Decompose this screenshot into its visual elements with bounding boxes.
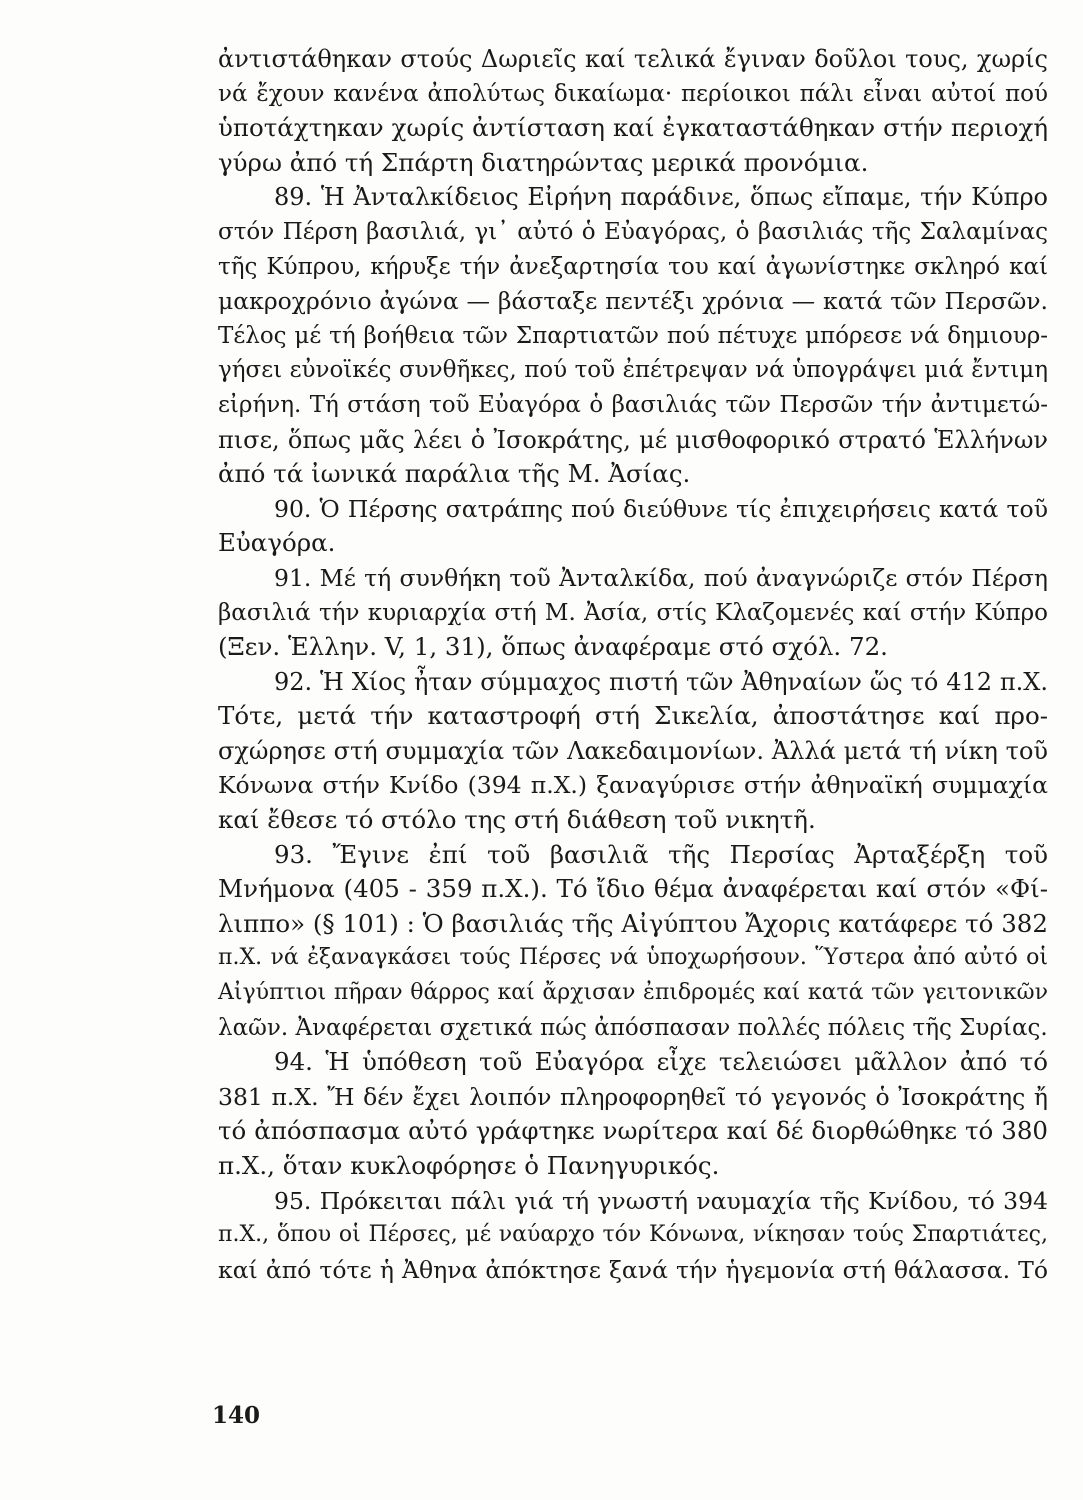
text-line: Μνήμονα (405 - 359 π.Χ.). Τό ἴδιο θέμα ἀναφέρεται καί στόν «Φί-	[218, 874, 1048, 904]
text-line: εἰρήνη. Τή στάση τοῦ Εὐαγόρα ὁ βασιλιάς τῶν Περσῶν τήν ἀντιμετώ-	[218, 391, 1048, 418]
text-line: τό ἀπόσπασμα αὐτό γράφτηκε νωρίτερα καί δέ διορθώθηκε τό 380	[218, 1116, 1048, 1146]
text-line: π.Χ. νά ἐξαναγκάσει τούς Πέρσες νά ὑποχωρήσουν. Ὕστερα ἀπό αὐτό οἱ	[218, 945, 1048, 971]
text-line: βασιλιά τήν κυριαρχία στή Μ. Ἀσία, στίς Κλαζομενές καί στήν Κύπρο	[218, 599, 1048, 626]
text-line: τῆς Κύπρου, κήρυξε τήν ἀνεξαρτησία του καί ἀγωνίστηκε σκληρό καί	[218, 253, 1048, 280]
text-line: 95. Πρόκειται πάλι γιά τή γνωστή ναυμαχία τῆς Κνίδου, τό 394	[274, 1186, 1048, 1215]
text-line: π.Χ., ὅταν κυκλοφόρησε ὁ Πανηγυρικός.	[218, 1151, 720, 1180]
text-line: καί ἔθεσε τό στόλο της στή διάθεση τοῦ νικητῆ.	[218, 805, 816, 835]
page-number: 140	[212, 1402, 261, 1429]
text-line: Εὐαγόρα.	[218, 528, 336, 558]
text-line: Τότε, μετά τήν καταστροφή στή Σικελία, ἀποστάτησε καί προ-	[218, 701, 1048, 731]
text-line: 381 π.Χ. Ἤ δέν ἔχει λοιπόν πληροφορηθεῖ τό γεγονός ὁ Ἰσοκράτης ἤ	[218, 1082, 1048, 1111]
text-line: 92. Ἡ Χίος ἦταν σύμμαχος πιστή τῶν Ἀθηναίων ὥς τό 412 π.Χ.	[274, 667, 1048, 696]
text-line: στόν Πέρση βασιλιά, γι᾿ αὐτό ὁ Εὐαγόρας, ὁ βασιλιάς τῆς Σαλαμίνας	[218, 218, 1048, 245]
text-line: γήσει εὐνοϊκές συνθῆκες, πού τοῦ ἐπέτρεψαν νά ὑπογράψει μιά ἔντιμη	[218, 357, 1048, 384]
text-line: 89. Ἡ Ἀνταλκίδειος Εἰρήνη παράδινε, ὅπως εἴπαμε, τήν Κύπρο	[274, 183, 1048, 212]
text-line: μακροχρόνιο ἀγώνα — βάσταξε πεντέξι χρόνια — κατά τῶν Περσῶν.	[218, 287, 1048, 316]
text-line: ἀπό τά ἰωνικά παράλια τῆς Μ. Ἀσίας.	[218, 459, 691, 489]
text-line: 93. Ἔγινε ἐπί τοῦ βασιλιᾶ τῆς Περσίας Ἀρταξέρξη τοῦ	[274, 839, 1048, 869]
text-line: 94. Ἡ ὑπόθεση τοῦ Εὐαγόρα εἶχε τελειώσει μᾶλλον ἀπό τό	[274, 1047, 1048, 1077]
text-line: (Ξεν. Ἑλλην. V, 1, 31), ὅπως ἀναφέραμε στό σχόλ. 72.	[218, 632, 888, 662]
text-line: π.Χ., ὅπου οἱ Πέρσες, μέ ναύαρχο τόν Κόνωνα, νίκησαν τούς Σπαρτιάτες,	[218, 1222, 1048, 1248]
text-line: ὑποτάχτηκαν χωρίς ἀντίσταση καί ἐγκαταστάθηκαν στήν περιοχή	[218, 113, 1048, 143]
text-line: σχώρησε στή συμμαχία τῶν Λακεδαιμονίων. Ἀλλά μετά τή νίκη τοῦ	[218, 736, 1048, 765]
body-text	[218, 42, 1048, 1287]
text-line: Τέλος μέ τή βοήθεια τῶν Σπαρτιατῶν πού πέτυχε μπόρεσε νά δημιουρ-	[218, 322, 1048, 349]
text-line: πισε, ὅπως μᾶς λέει ὁ Ἰσοκράτης, μέ μισθοφορικό στρατό Ἑλλήνων	[218, 425, 1048, 454]
text-line: καί ἀπό τότε ἡ Ἀθηνα ἀπόκτησε ξανά τήν ἡγεμονία στή θάλασσα. Τό	[218, 1255, 1048, 1284]
text-line: 91. Μέ τή συνθήκη τοῦ Ἀνταλκίδα, πού ἀναγνώριζε στόν Πέρση	[274, 563, 1048, 592]
text-line: Κόνωνα στήν Κνίδο (394 π.Χ.) ξαναγύρισε στήν ἀθηναϊκή συμμαχία	[218, 771, 1048, 800]
text-line: ἀντιστάθηκαν στούς Δωριεῖς καί τελικά ἔγιναν δοῦλοι τους, χωρίς	[218, 45, 1048, 73]
text-line: 90. Ὁ Πέρσης σατράπης πού διεύθυνε τίς ἐπιχειρήσεις κατά τοῦ	[274, 494, 1048, 523]
text-line: Αἰγύπτιοι πῆραν θάρρος καί ἄρχισαν ἐπιδρομές καί κατά τῶν γειτονικῶν	[218, 980, 1048, 1006]
text-line: λιππο» (§ 101) : Ὁ βασιλιάς τῆς Αἰγύπτου Ἄχορις κατάφερε τό 382	[218, 908, 1048, 938]
text-line: γύρω ἀπό τή Σπάρτη διατηρώντας μερικά προνόμια.	[218, 147, 869, 177]
text-line: λαῶν. Ἀναφέρεται σχετικά πώς ἀπόσπασαν πολλές πόλεις τῆς Συρίας.	[218, 1014, 1048, 1041]
text-line: νά ἔχουν κανένα ἀπολύτως δικαίωμα· περίοικοι πάλι εἶναι αὐτοί πού	[218, 80, 1048, 107]
